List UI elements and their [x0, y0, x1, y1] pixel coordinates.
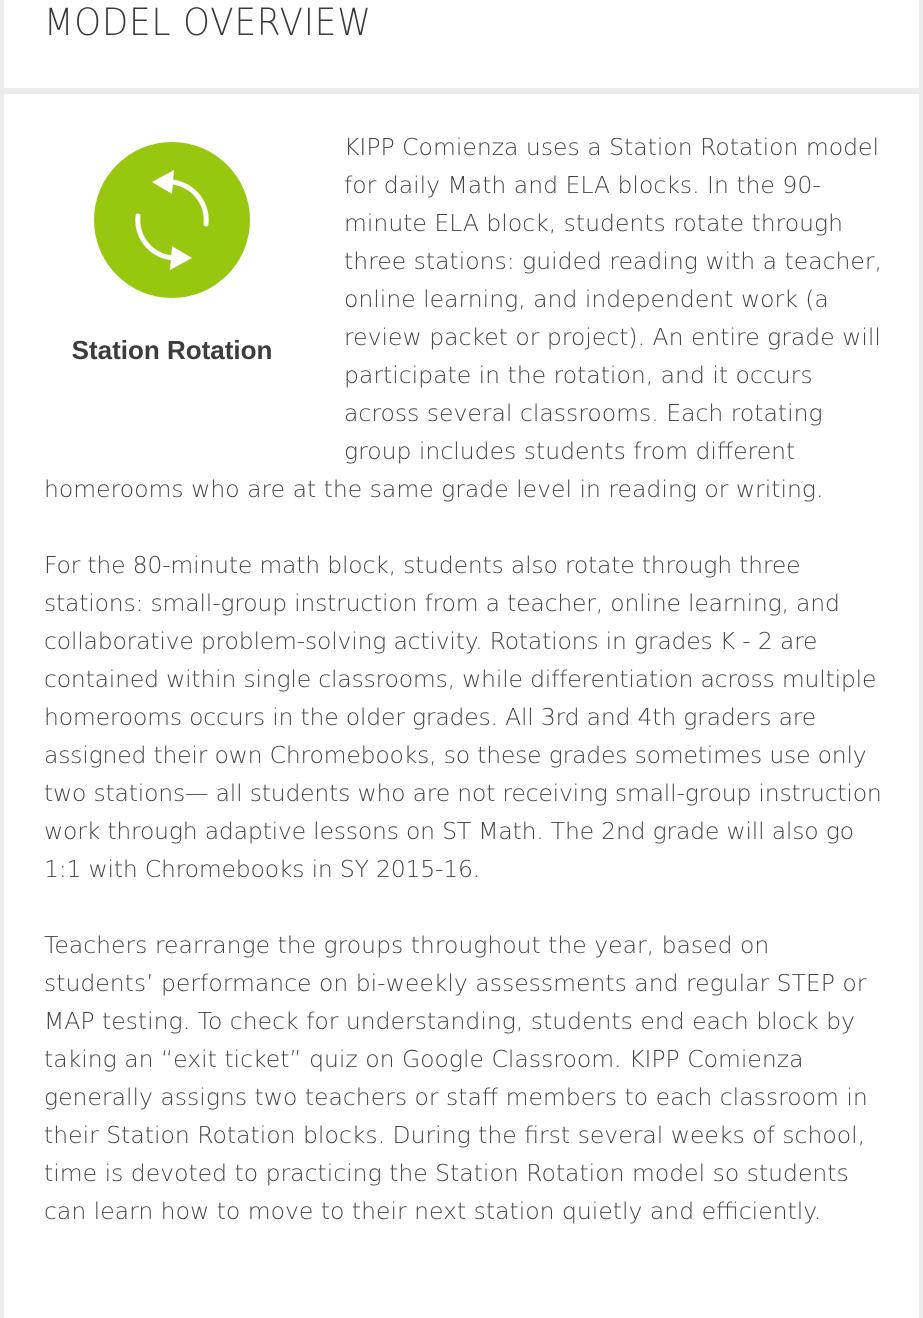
rotation-arrows-icon [94, 142, 250, 298]
page-header [4, 0, 919, 94]
model-label: Station Rotation [71, 335, 273, 365]
model-overview-content [44, 128, 884, 1268]
paragraph-math-block: For the 80-minute math block, students also rotate through three stations: small-group instruction from a teacher, online learning, and collaborative problem-solving activity. Rotations in grades K - 2 are contained within single classrooms, while differentiation across multiple homerooms occurs in the older grades. All 3rd and 4th graders are assigned their own Chromebooks, so these grades sometimes use only two stations— all students who are not receiving small-group instruction work through adaptive lessons on ST Math. The 2nd grade will also go 1:1 with Chromebooks in SY 2015-16. [44, 551, 882, 883]
model-card [44, 128, 344, 438]
page-title: MODEL OVERVIEW [44, 1, 372, 44]
paragraph-ela-block: KIPP Comienza uses a Station Rotation model for daily Math and ELA blocks. In the 90-minute ELA block, students rotate through three stations: guided reading with a teacher, online learning, and independent work (a review packet or project). An entire grade will participate in the rotation, and it occurs across several classrooms. Each rotating group includes students from different homerooms who are at the same grade level in reading or writing. [44, 133, 883, 503]
paragraph-grouping: Teachers rearrange the groups throughout the year, based on students’ performance on bi-weekly assessments and regular STEP or MAP testing. To check for understanding, students end each block by taking an “exit ticket” quiz on Google Classroom. KIPP Comienza generally assigns two teachers or staff members to each classroom in their Station Rotation blocks. During the first several weeks of school, time is devoted to practicing the Station Rotation model so students can learn how to move to their next station quietly and efficiently. [44, 931, 868, 1225]
